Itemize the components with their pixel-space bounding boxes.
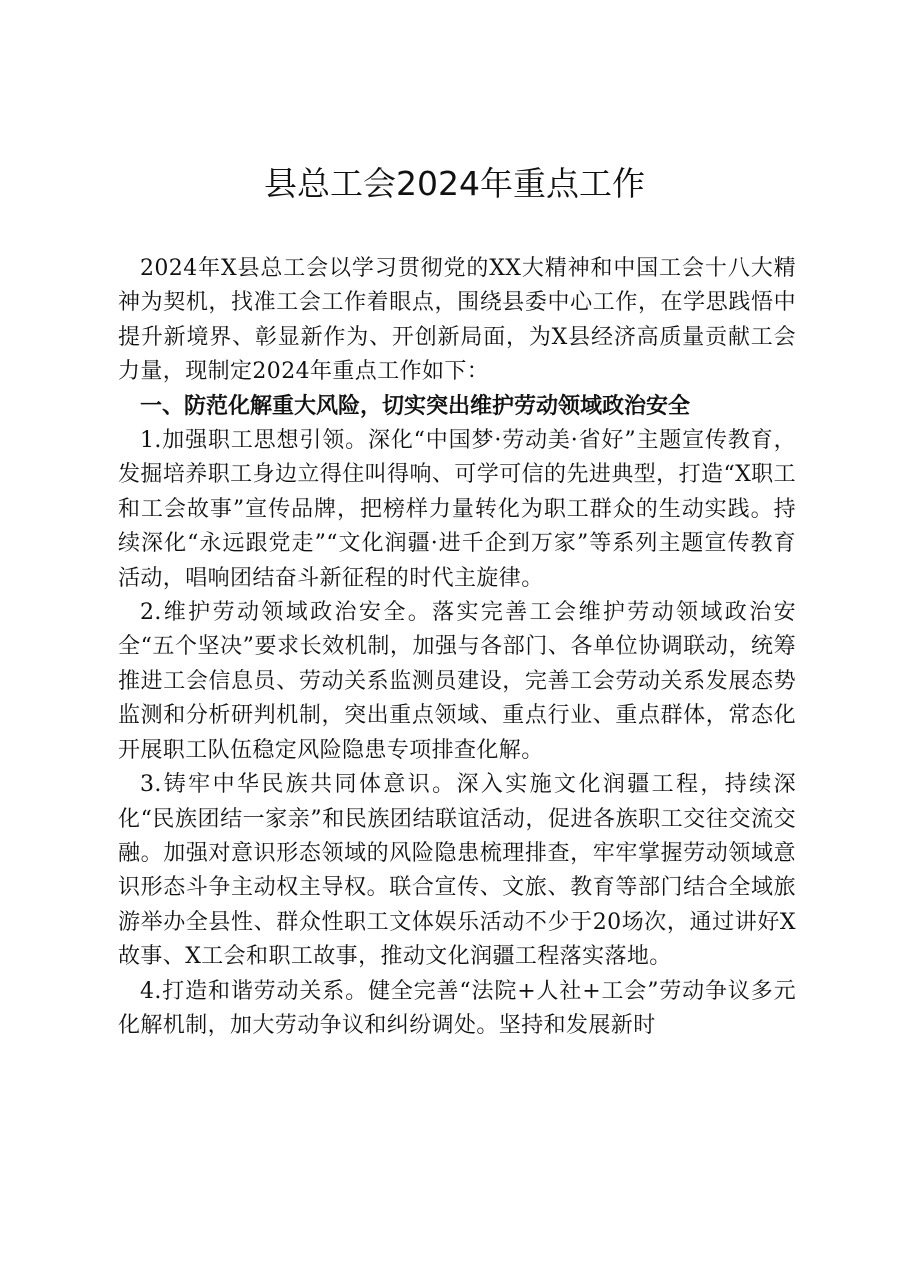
work-item-4: 4.打造和谐劳动关系。健全完善“法院+人社+工会”劳动争议多元化解机制，加大劳动争议和纠纷调处。坚持和发展新时 bbox=[118, 978, 796, 1038]
intro-paragraph: 2024年X县总工会以学习贯彻党的XX大精神和中国工会十八大精神为契机，找准工会工作着眼点，围绕县委中心工作，在学思践悟中提升新境界、彰显新作为、开创新局面，为X县经济高质量贡献工会力量，现制定2024年重点工作如下： bbox=[118, 256, 796, 385]
document-body bbox=[118, 252, 796, 1043]
section-heading: 一、防范化解重大风险，切实突出维护劳动领域政治安全 bbox=[140, 393, 691, 419]
work-item-3: 3.铸牢中华民族共同体意识。深入实施文化润疆工程，持续深化“民族团结一家亲”和民族团结联谊活动，促进各族职工交往交流交融。加强对意识形态领域的风险隐患梳理排查，牢牢掌握劳动领域意识形态斗争主动权主导权。联合宣传、文旅、教育等部门结合全域旅游举办全县性、群众性职工文体娱乐活动不少于20场次，通过讲好X故事、X工会和职工故事，推动文化润疆工程落实落地。 bbox=[118, 772, 796, 970]
work-item-1: 1.加强职工思想引领。深化“中国梦·劳动美·省好”主题宣传教育，发掘培养职工身边立得住叫得响、可学可信的先进典型，打造“X职工和工会故事”宣传品牌，把榜样力量转化为职工群众的生动实践。持续深化“永远跟党走”“文化润疆·进千企到万家”等系列主题宣传教育活动，唱响团结奋斗新征程的时代主旋律。 bbox=[118, 428, 796, 591]
work-item-2: 2.维护劳动领域政治安全。落实完善工会维护劳动领域政治安全“五个坚决”要求长效机制，加强与各部门、各单位协调联动，统筹推进工会信息员、劳动关系监测员建设，完善工会劳动关系发展态势监测和分析研判机制，突出重点领域、重点行业、重点群体，常态化开展职工队伍稳定风险隐患专项排查化解。 bbox=[118, 600, 796, 763]
document-title: 县总工会2024年重点工作 bbox=[264, 164, 645, 203]
